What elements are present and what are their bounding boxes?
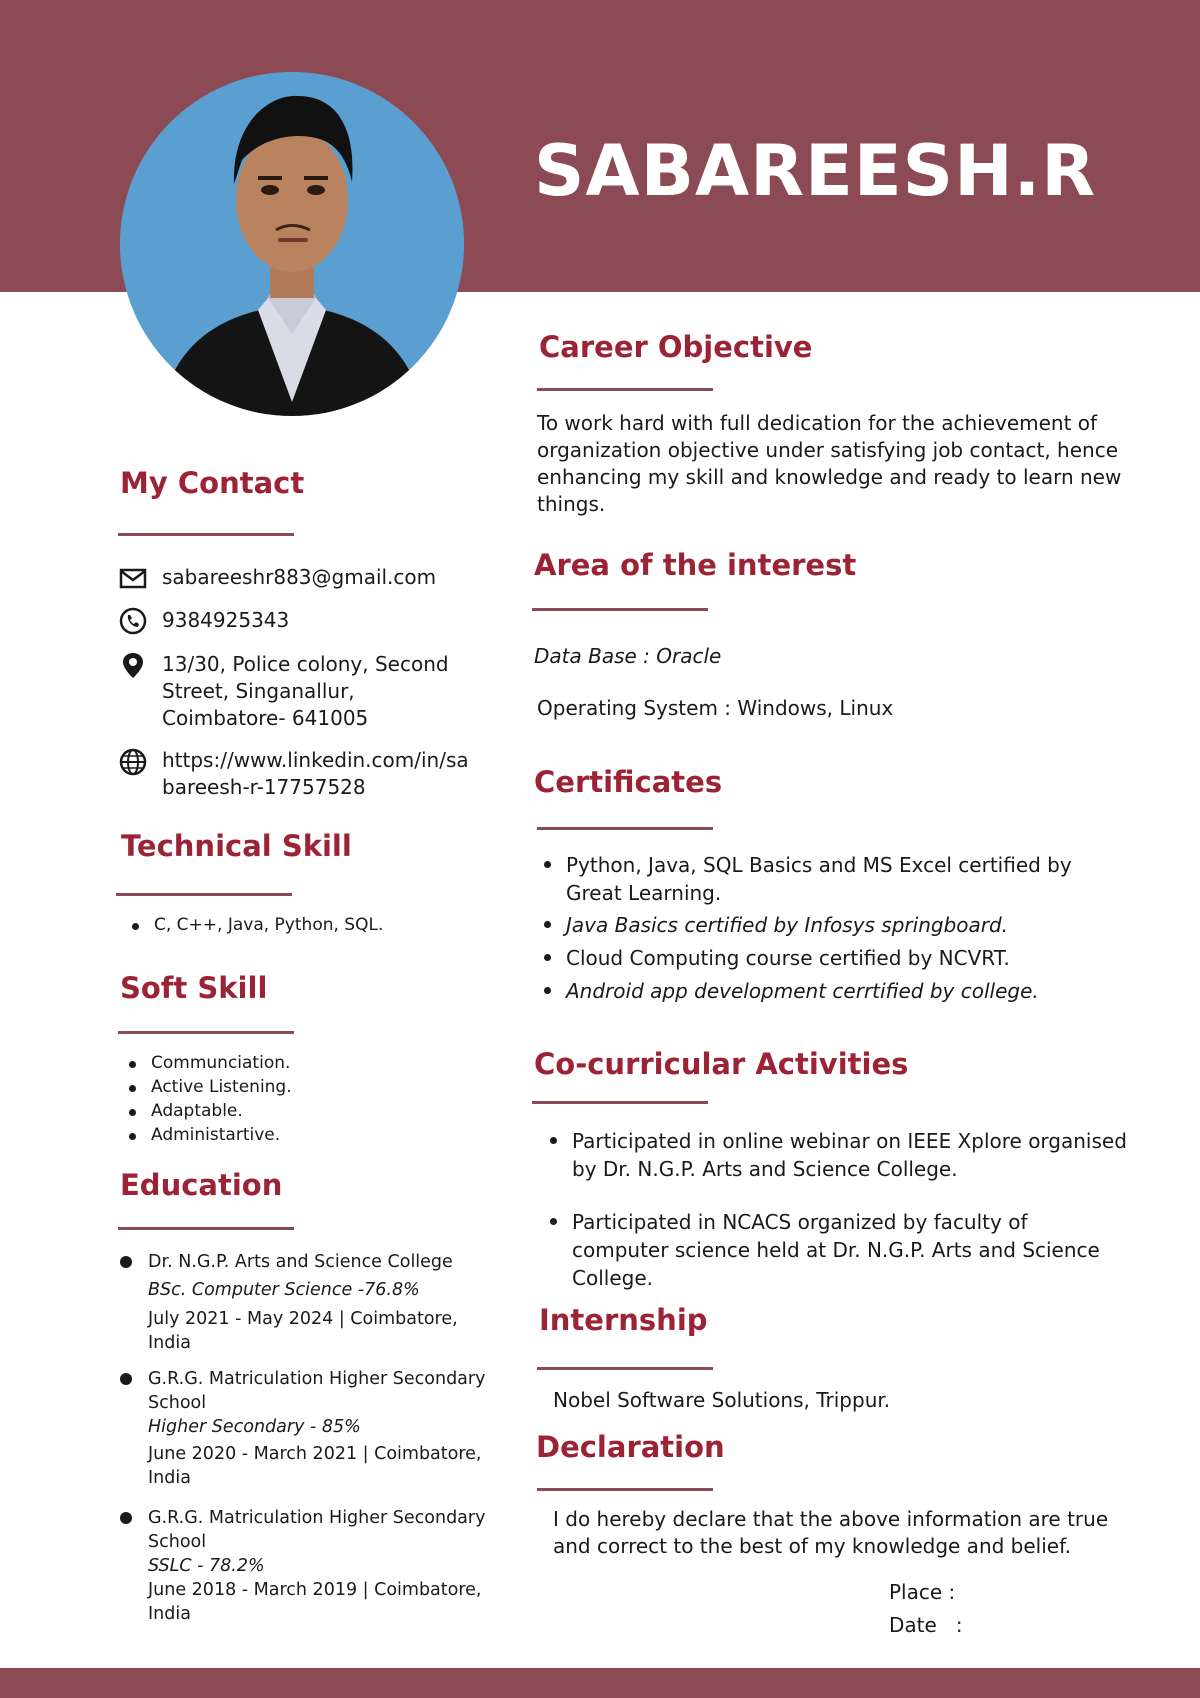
contact-divider [118, 533, 294, 536]
interest-database: Data Base : Oracle [534, 644, 722, 668]
cocurricular-heading: Co-curricular Activities [534, 1047, 909, 1081]
internship-text: Nobel Software Solutions, Trippur. [553, 1388, 891, 1412]
certificates-divider [537, 827, 713, 830]
address-line: Street, Singanallur, [162, 679, 355, 703]
candidate-name: SABAREESH.R [534, 130, 1097, 212]
education-divider [118, 1227, 294, 1230]
period: June 2020 - March 2021 | Coimbatore, [148, 1444, 482, 1464]
contact-phone[interactable]: 9384925343 [162, 608, 290, 632]
contact-email[interactable]: sabareeshr883@gmail.com [162, 565, 437, 589]
place-label: Place : [889, 1580, 956, 1604]
interest-os: Operating System : Windows, Linux [537, 696, 894, 720]
phone-icon [118, 606, 148, 636]
internship-heading: Internship [539, 1303, 708, 1337]
institution-cont: School [148, 1393, 207, 1413]
text-line: Cloud Computing course certified by NCVRT. [566, 946, 1010, 970]
list-item [538, 851, 1158, 907]
area-of-interest-divider [532, 608, 708, 611]
contact-heading: My Contact [120, 466, 305, 500]
bullet [120, 1373, 132, 1385]
soft-skill-list [123, 1051, 493, 1147]
text-line: and correct to the best of my knowledge and belief. [553, 1534, 1072, 1558]
institution-cont: School [148, 1532, 207, 1552]
contact-linkedin[interactable] [162, 747, 469, 801]
text-line: College. [572, 1266, 653, 1290]
career-objective-text [537, 410, 1157, 518]
career-objective-divider [537, 388, 713, 391]
linkedin-line[interactable]: https://www.linkedin.com/in/sa [162, 748, 469, 772]
text-line: Android app development cerrtified by college. [566, 979, 1039, 1003]
period: July 2021 - May 2024 | Coimbatore, [148, 1309, 458, 1329]
education-entry [120, 1506, 500, 1626]
institution: G.R.G. Matriculation Higher Secondary [148, 1369, 486, 1389]
career-objective-heading: Career Objective [539, 330, 813, 364]
certificates-list [538, 851, 1158, 1005]
period-location: India [148, 1333, 191, 1353]
bullet [120, 1512, 132, 1524]
footer-band [0, 1668, 1200, 1698]
cocurricular-divider [532, 1101, 708, 1104]
mail-icon [118, 563, 148, 593]
degree: Higher Secondary - 85% [148, 1417, 361, 1437]
text-line: organization objective under satisfying job contact, hence [537, 438, 1118, 462]
location-pin-icon [118, 650, 148, 680]
technical-skill-divider [116, 893, 292, 896]
declaration-divider [537, 1488, 713, 1491]
institution: G.R.G. Matriculation Higher Secondary [148, 1508, 486, 1528]
soft-skill-divider [118, 1031, 294, 1034]
list-item [538, 944, 1158, 972]
technical-skill-list [126, 913, 496, 937]
list-item: Communciation. [123, 1051, 493, 1075]
education-heading: Education [120, 1168, 283, 1202]
text-line: Participated in NCACS organized by faculty of [572, 1210, 1028, 1234]
degree: BSc. Computer Science -76.8% [148, 1280, 420, 1300]
globe-icon [118, 747, 148, 777]
technical-skill-heading: Technical Skill [121, 829, 352, 863]
list-item [544, 1127, 1164, 1183]
certificates-heading: Certificates [534, 765, 723, 799]
declaration-heading: Declaration [536, 1430, 725, 1464]
internship-divider [537, 1367, 713, 1370]
soft-skill-heading: Soft Skill [120, 971, 268, 1005]
text-line: Java Basics certified by Infosys springboard. [566, 913, 1009, 937]
date-label: Date : [889, 1613, 963, 1637]
list-item: Administartive. [123, 1123, 493, 1147]
list-item: Adaptable. [123, 1099, 493, 1123]
list-item [538, 977, 1158, 1005]
degree: SSLC - 78.2% [148, 1556, 265, 1576]
list-item: Active Listening. [123, 1075, 493, 1099]
education-entry [120, 1250, 500, 1355]
address-line: Coimbatore- 641005 [162, 706, 369, 730]
cocurricular-list [544, 1127, 1164, 1292]
list-item [538, 911, 1158, 939]
text-line: computer science held at Dr. N.G.P. Arts and Science [572, 1238, 1100, 1262]
text-line: things. [537, 492, 606, 516]
contact-address [162, 651, 449, 732]
period: June 2018 - March 2019 | Coimbatore, [148, 1580, 482, 1600]
area-of-interest-heading: Area of the interest [534, 548, 857, 582]
text-line: To work hard with full dedication for the achievement of [537, 411, 1098, 435]
period-location: India [148, 1468, 191, 1488]
text-line: Great Learning. [566, 881, 722, 905]
profile-photo [120, 72, 464, 416]
education-entry [120, 1367, 500, 1490]
linkedin-line[interactable]: bareesh-r-17757528 [162, 775, 366, 799]
text-line: I do hereby declare that the above information are true [553, 1507, 1109, 1531]
bullet [120, 1256, 132, 1268]
period-location: India [148, 1604, 191, 1624]
declaration-text [553, 1506, 1153, 1560]
text-line: by Dr. N.G.P. Arts and Science College. [572, 1157, 958, 1181]
list-item: C, C++, Java, Python, SQL. [126, 913, 496, 937]
institution: Dr. N.G.P. Arts and Science College [148, 1252, 453, 1272]
text-line: enhancing my skill and knowledge and ready to learn new [537, 465, 1122, 489]
text-line: Participated in online webinar on IEEE Xplore organised [572, 1129, 1127, 1153]
address-line: 13/30, Police colony, Second [162, 652, 449, 676]
text-line: Python, Java, SQL Basics and MS Excel certified by [566, 853, 1072, 877]
list-item [544, 1208, 1164, 1292]
